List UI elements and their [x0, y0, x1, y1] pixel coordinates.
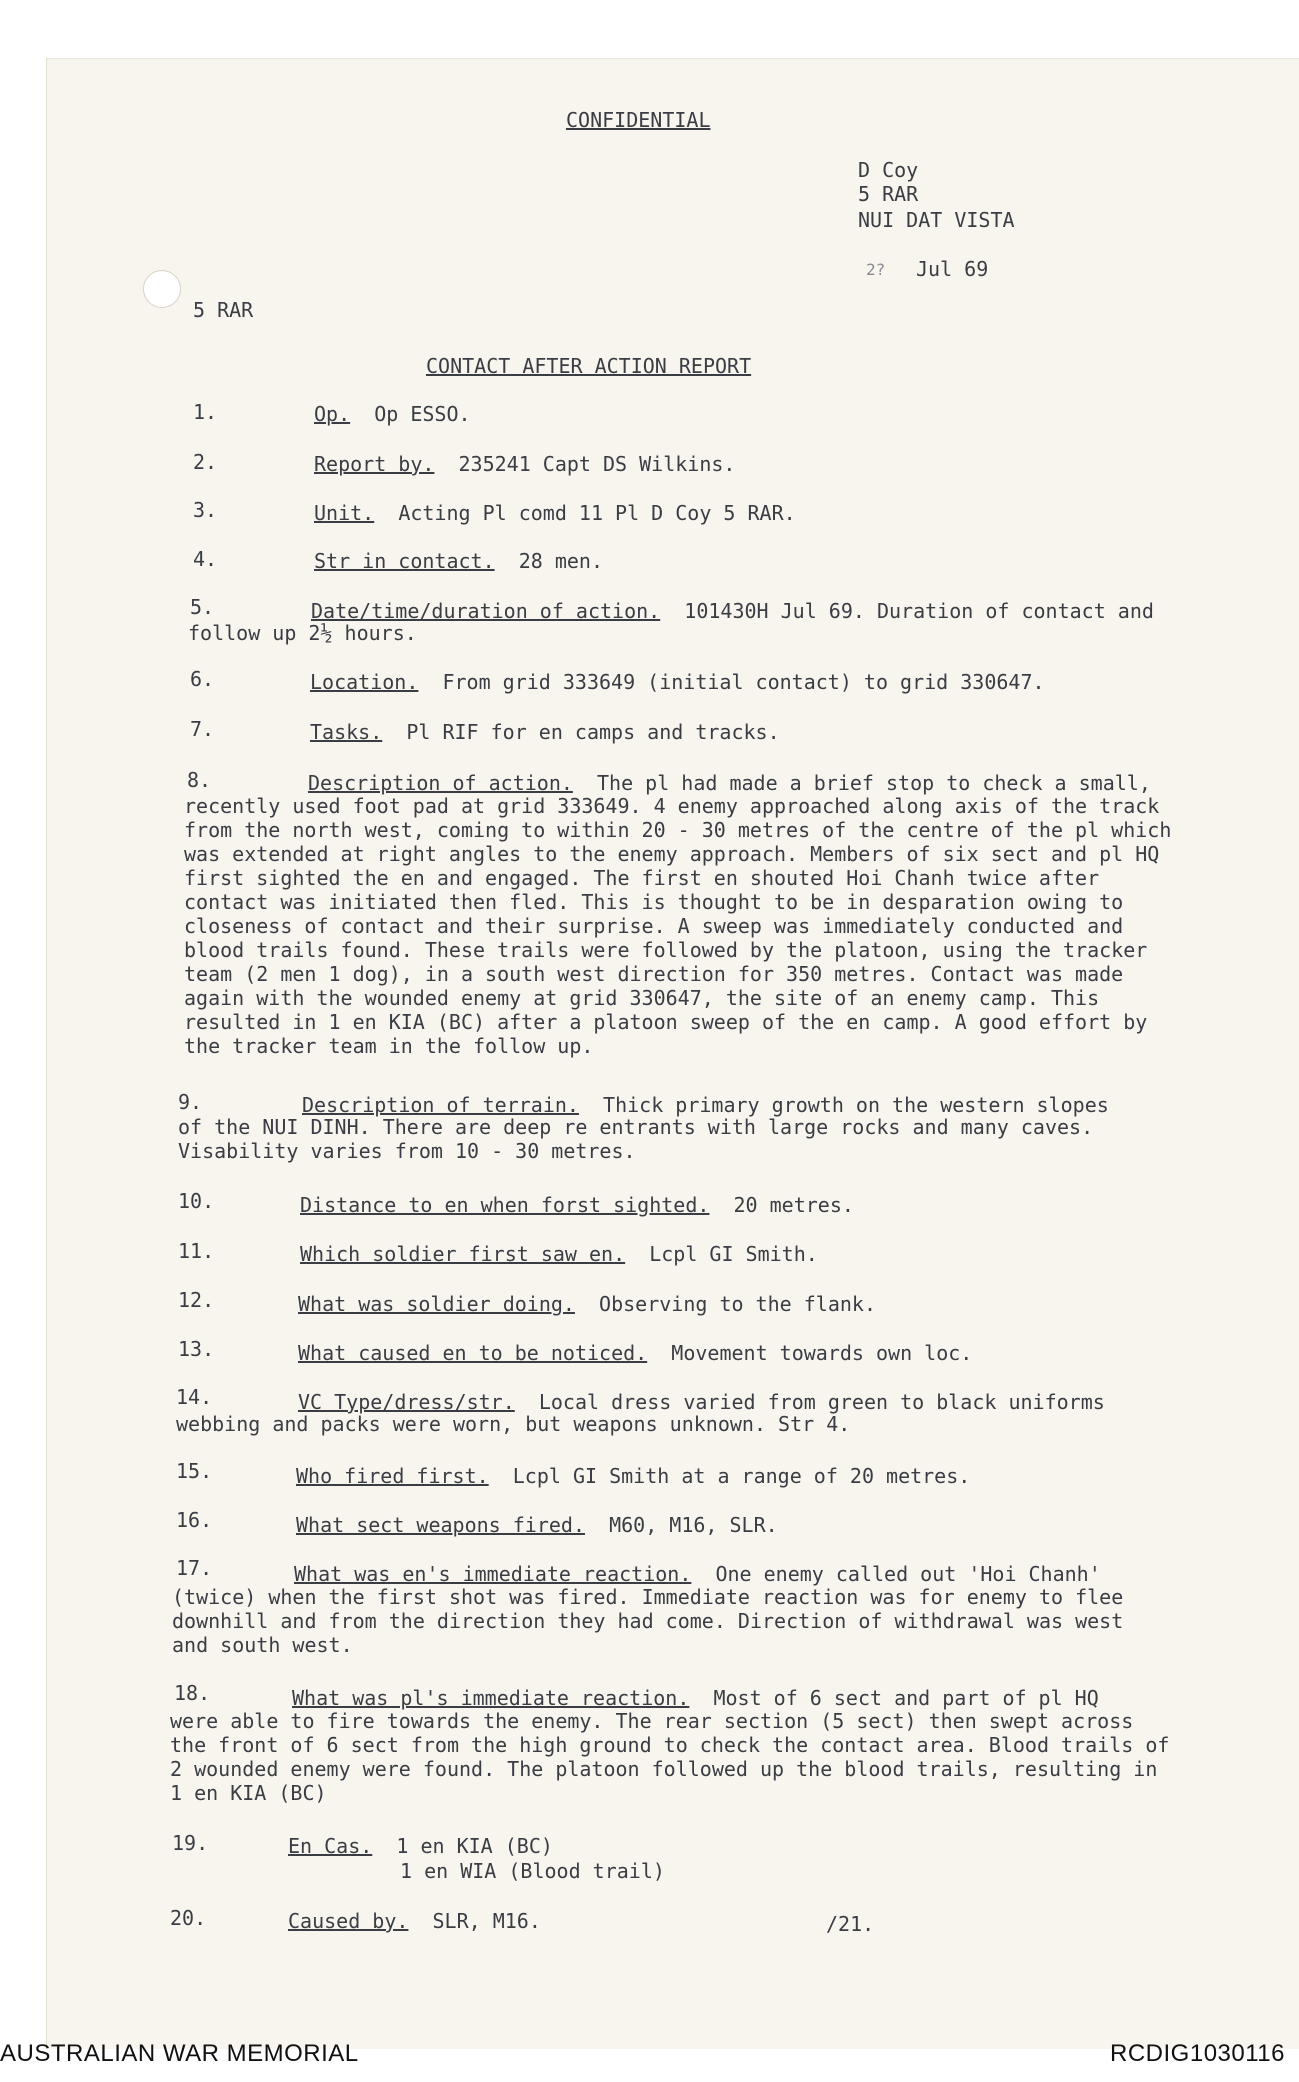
item-line [296, 1512, 778, 1538]
item-number: 11. [178, 1239, 215, 1263]
item-line [314, 401, 471, 427]
item-label: What sect weapons fired. [296, 1513, 585, 1537]
item-number: 6. [190, 667, 215, 691]
unit-line-1: D Coy [858, 158, 919, 182]
item-continuation: of the NUI DINH. There are deep re entrants with large rocks and many caves. Visability varies from 10 - 30 metres. [178, 1115, 1094, 1163]
item-number: 3. [193, 498, 218, 522]
item-label: VC Type/dress/str. [298, 1390, 515, 1414]
item-continuation: recently used foot pad at grid 333649. 4 enemy approached along axis of the track from the north west, coming to within 20 - 30 metres of the centre of the pl which was extended at right angles to the enemy approach. Members of six sect and pl HQ first sighted the en and engaged. The first en shouted Hoi Chanh twice after contact was initiated then fled. This is thought to be in desparation owing to closeness of contact and their surprise. A sweep was immediately conducted and blood trails found. These trails were followed by the platoon, using the tracker team (2 men 1 dog), in a south west direction for 350 metres. Contact was made again with the wounded enemy at grid 330647, the site of an enemy camp. This resulted in 1 en KIA (BC) after a platoon sweep of the en camp. A good effort by the tracker team in the follow up. [184, 794, 1172, 1058]
item-number: 16. [176, 1508, 213, 1532]
item-label: Description of action. [308, 771, 573, 795]
item-label: Date/time/duration of action. [311, 599, 661, 623]
date-day-handwritten: 2? [866, 260, 886, 279]
item-line [298, 1291, 876, 1317]
item-line [314, 451, 735, 477]
item-label: Which soldier first saw en. [300, 1242, 626, 1266]
item-number: 8. [187, 768, 212, 792]
report-title: CONTACT AFTER ACTION REPORT [426, 354, 752, 378]
item-number: 12. [178, 1288, 215, 1312]
footer-left: AUSTRALIAN WAR MEMORIAL [0, 2040, 359, 2067]
item-label: Description of terrain. [302, 1093, 579, 1117]
item-number: 10. [178, 1189, 215, 1213]
classification-heading: CONFIDENTIAL [566, 108, 711, 132]
item-continuation: were able to fire towards the enemy. The rear section (5 sect) then swept across the front of 6 sect from the high ground to check the contact area. Blood trails of 2 wounded enemy were found. The platoon followed up the blood trails, resulting in 1 en KIA (BC) [170, 1709, 1170, 1805]
item-continuation: webbing and packs were worn, but weapons unknown. Str 4. [176, 1412, 851, 1436]
item-text: 235241 Capt DS Wilkins. [458, 452, 736, 476]
item-line [288, 1833, 553, 1859]
item-line [294, 1561, 1101, 1587]
item-number: 7. [190, 717, 215, 741]
item-text: 101430H Jul 69. Duration of contact and [684, 599, 1154, 623]
item-label: En Cas. [288, 1834, 373, 1858]
date-line: Jul 69 [916, 257, 989, 281]
item-text: The pl had made a brief stop to check a small, [597, 771, 1151, 795]
item-line [296, 1463, 970, 1489]
addressee: 5 RAR [193, 298, 254, 322]
item-number: 14. [176, 1385, 213, 1409]
item-text: M60, M16, SLR. [609, 1513, 778, 1537]
item-label: What caused en to be noticed. [298, 1341, 648, 1365]
item-number: 5. [190, 595, 215, 619]
item-text: SLR, M16. [432, 1909, 541, 1933]
item-text: Movement towards own loc. [671, 1341, 973, 1365]
item-number: 13. [178, 1337, 215, 1361]
item-line [300, 1192, 854, 1218]
item-line [292, 1685, 1099, 1711]
item-label: Caused by. [288, 1909, 409, 1933]
item-line [310, 719, 780, 745]
item-label: Report by. [314, 452, 435, 476]
item-number: 18. [174, 1681, 211, 1705]
item-text: Lcpl GI Smith at a range of 20 metres. [512, 1464, 971, 1488]
item-label: Location. [310, 670, 419, 694]
punch-hole [143, 270, 181, 308]
item-label: Unit. [314, 501, 375, 525]
item-line [314, 500, 796, 526]
item-text: Thick primary growth on the western slopes [603, 1093, 1109, 1117]
item-number: 2. [193, 450, 218, 474]
item-line [300, 1241, 818, 1267]
item-label: What was pl's immediate reaction. [292, 1686, 690, 1710]
item-number: 20. [170, 1906, 207, 1930]
item-line [308, 770, 1151, 796]
item-number: 4. [193, 547, 218, 571]
item-text: Op ESSO. [374, 402, 471, 426]
item-label: Tasks. [310, 720, 383, 744]
item-line [310, 669, 1045, 695]
item-text: 20 metres. [733, 1193, 854, 1217]
item-number: 19. [172, 1831, 209, 1855]
item-label: Distance to en when forst sighted. [300, 1193, 710, 1217]
item-text: One enemy called out 'Hoi Chanh' [715, 1562, 1101, 1586]
item-label: What was soldier doing. [298, 1292, 575, 1316]
unit-line-2: 5 RAR [858, 182, 919, 206]
item-continuation: follow up 2½ hours. [188, 621, 417, 645]
item-text: Most of 6 sect and part of pl HQ [713, 1686, 1099, 1710]
item-text-line-2: 1 en WIA (Blood trail) [400, 1859, 665, 1883]
item-label: Str in contact. [314, 549, 495, 573]
item-line [298, 1340, 972, 1366]
item-text: Observing to the flank. [599, 1292, 876, 1316]
item-number: 9. [178, 1090, 203, 1114]
item-text: Acting Pl comd 11 Pl D Coy 5 RAR. [398, 501, 796, 525]
footer-right: RCDIG1030116 [1110, 2040, 1285, 2067]
item-text: 28 men. [518, 549, 604, 573]
item-line [311, 598, 1154, 624]
continuation-marker: /21. [826, 1912, 875, 1936]
item-label: What was en's immediate reaction. [294, 1562, 692, 1586]
item-line [288, 1908, 541, 1934]
item-continuation: (twice) when the first shot was fired. Immediate reaction was for enemy to flee downhill and from the direction they had come. Direction of withdrawal was west and south west. [172, 1585, 1124, 1657]
item-text: Local dress varied from green to black uniforms [538, 1390, 1105, 1414]
item-line [314, 548, 603, 574]
item-number: 17. [176, 1556, 213, 1580]
item-text: Pl RIF for en camps and tracks. [406, 720, 780, 744]
item-label: Op. [314, 402, 351, 426]
item-text: From grid 333649 (initial contact) to grid 330647. [442, 670, 1045, 694]
item-number: 15. [176, 1459, 213, 1483]
item-number: 1. [193, 400, 218, 424]
location-line: NUI DAT VISTA [858, 208, 1015, 232]
item-text: 1 en KIA (BC) [396, 1834, 553, 1858]
item-text: Lcpl GI Smith. [649, 1242, 818, 1266]
item-label: Who fired first. [296, 1464, 489, 1488]
